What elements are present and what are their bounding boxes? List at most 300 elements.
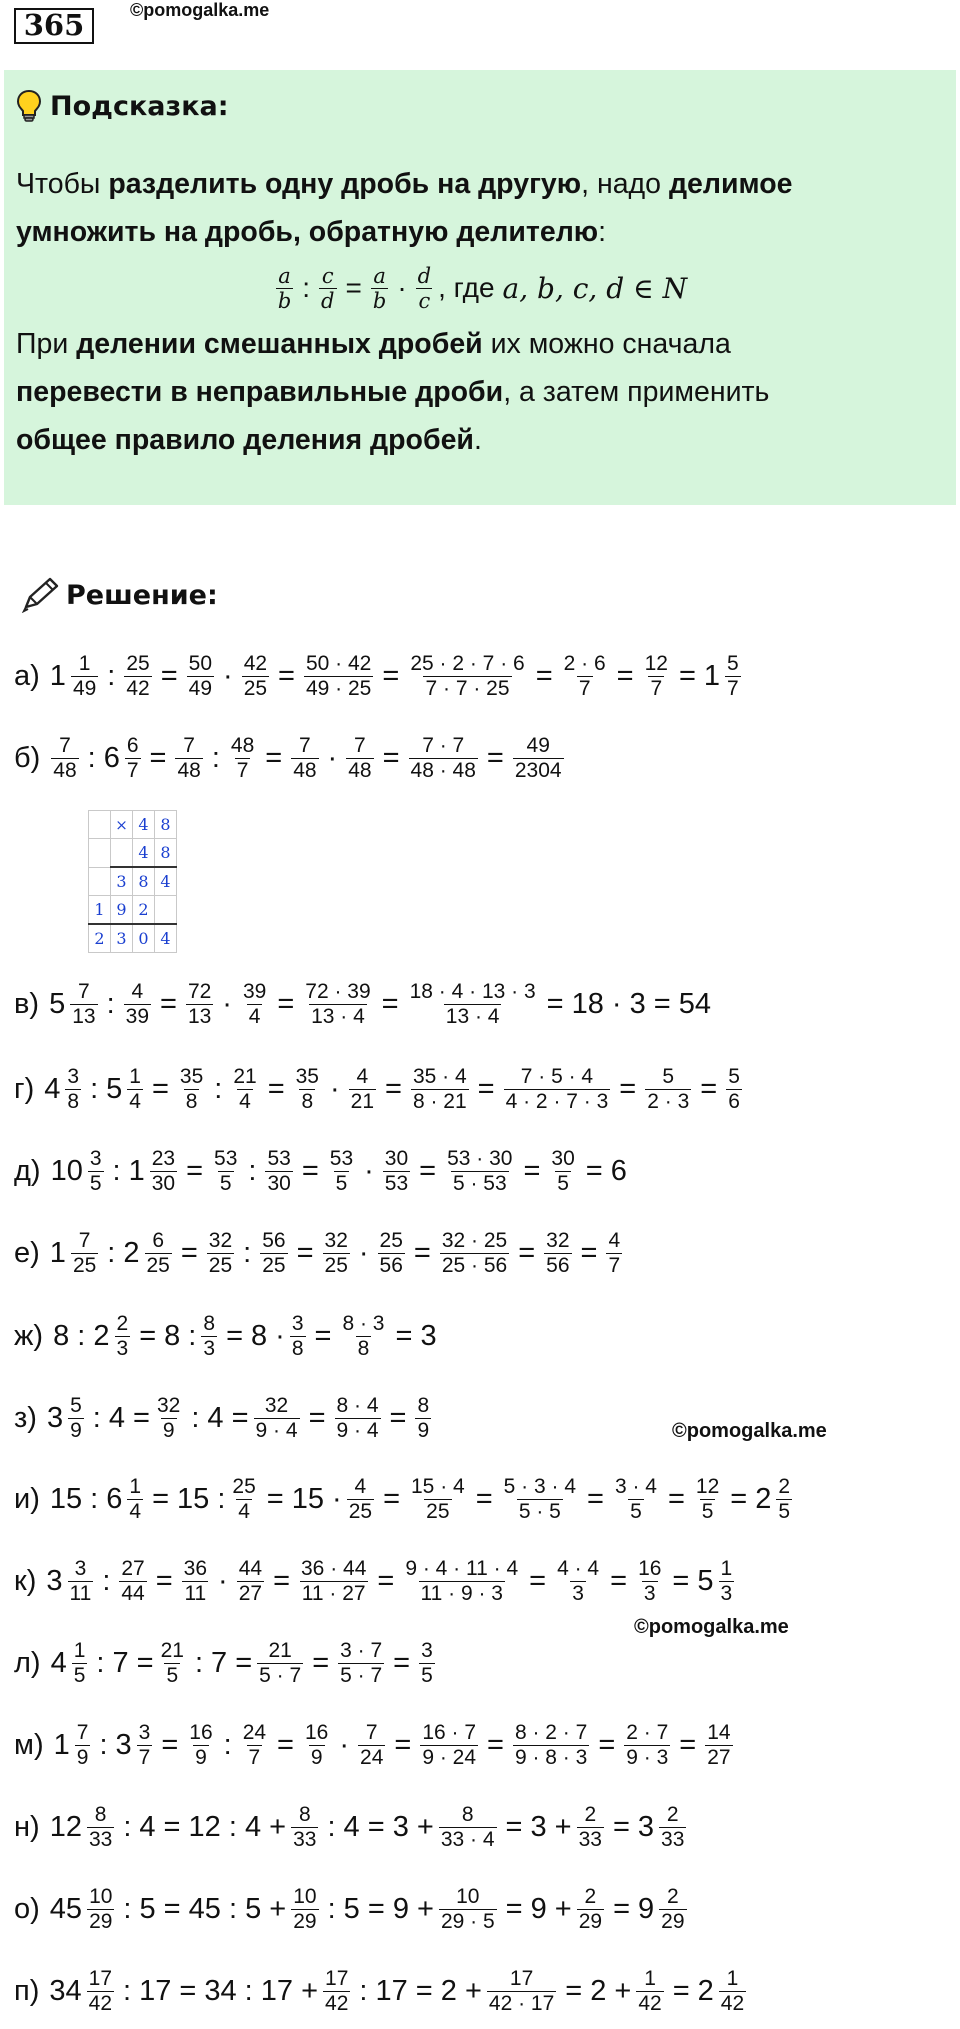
fraction: $\frac{72}{13}$ [187,979,212,1028]
operator: = [180,1236,198,1269]
watermark-2: ©pomogalka.me [634,1616,789,1638]
mult-cell: 3 [111,924,133,953]
fraction: $\frac{32}{9 \cdot 4}$ [255,1393,298,1442]
term: 4 = [108,1401,150,1434]
fraction: $\frac{35}{8}$ [179,1064,204,1113]
fraction: $\frac{16 \cdot 7}{9 \cdot 24}$ [422,1720,477,1769]
fraction: 1 3 [720,1556,733,1605]
operator: = [613,1892,631,1925]
operator: = [389,1401,407,1434]
task-number: 365 [14,8,94,44]
fraction: $\frac{16}{9}$ [189,1720,213,1769]
line-label: к) [14,1564,37,1597]
fraction: $\frac{32}{25}$ [324,1228,348,1277]
line-label: н) [14,1810,40,1843]
operator: = [700,1072,718,1105]
operator: = [296,1236,314,1269]
fraction: $\frac{36}{11}$ [183,1556,208,1605]
fraction: $\frac{72 \cdot 39}{13 \cdot 4}$ [305,979,371,1028]
fraction: $\frac{16}{3}$ [638,1556,662,1605]
term: 45 [49,1892,83,1925]
operator: = [612,1810,630,1843]
operator: = [486,741,504,774]
operator: = [487,1728,504,1761]
fraction: $\frac{50}{49}$ [188,651,213,700]
fraction: 8 33 [88,1802,113,1851]
operator: = [395,1319,413,1352]
operator: = [301,1154,319,1187]
fraction: $\frac{8 \cdot 2 \cdot 7}{9 \cdot 8 \cdot 3}$ [514,1720,588,1769]
operator: = [730,1482,748,1515]
operator: : [123,1892,132,1925]
term: 4 = 3 + [343,1810,434,1843]
operator: · [223,659,233,692]
term: 1 [53,1728,70,1761]
mult-cell: 4 [155,924,177,953]
operator: = [535,659,553,692]
fraction: $\frac{39}{4}$ [242,979,267,1028]
operator: = [160,987,177,1020]
fraction: $\frac{27}{44}$ [121,1556,145,1605]
fraction: 1 49 [72,651,97,700]
fraction: $\frac{16}{9}$ [304,1720,329,1769]
mult-cell [89,839,111,868]
term: 17 = 34 : 17 + [139,1974,319,2007]
fraction: $\frac{7 \cdot 7}{48 \cdot 48}$ [410,733,476,782]
operator: : [107,659,116,692]
operator: · [222,987,232,1020]
term: 4 [44,1072,61,1105]
operator: : [99,1728,108,1761]
line-label: и) [14,1482,40,1515]
solution-line [14,1881,690,1937]
fraction: $\frac{30}{5}$ [551,1146,575,1195]
operator: = [377,1564,395,1597]
operator: = [393,1646,411,1679]
mult-cell: × [111,811,133,839]
fraction: 7 13 [72,979,96,1028]
fraction: $\frac{32 \cdot 25}{25 \cdot 56}$ [441,1228,508,1277]
mult-cell: 4 [155,867,177,896]
solution-line [14,1143,629,1199]
operator: : [327,1810,336,1843]
fraction: $\frac{3}{5}$ [421,1638,433,1687]
operator: = [678,659,696,692]
fraction: $\frac{25}{56}$ [379,1228,403,1277]
fraction: $\frac{49}{2304}$ [514,733,562,782]
operator: = [265,741,283,774]
term: 18 · 3 = 54 [571,987,712,1020]
term: 1 [49,659,66,692]
lightbulb-icon [16,89,42,123]
solution-line [14,648,744,704]
mult-cell: 8 [155,839,177,868]
operator: = [186,1154,204,1187]
term: 2 + [590,1974,632,2007]
fraction: $\frac{35 \cdot 4}{8 \cdot 21}$ [412,1064,467,1113]
solution-line [14,1308,439,1364]
operator: : [214,1072,223,1105]
operator: · [218,1564,228,1597]
term: 3 [115,1728,132,1761]
mult-cell: 1 [89,896,111,925]
fraction: $\frac{7}{48}$ [348,733,372,782]
operator: = [619,1072,637,1105]
operator: : [243,1236,252,1269]
fraction: $\frac{18 \cdot 4 \cdot 13 \cdot 3}{13 \cdot 4}$ [409,979,536,1028]
operator: : [92,1401,101,1434]
operator: = [419,1154,437,1187]
operator: = [155,1564,173,1597]
fraction: $\frac{17}{42 \cdot 17}$ [488,1966,555,2015]
term: 7 = [211,1646,253,1679]
operator: = [277,987,295,1020]
fraction: $\frac{50 \cdot 42}{49 \cdot 25}$ [305,651,372,700]
operator: = [523,1154,541,1187]
operator: = [477,1072,495,1105]
fraction: $\frac{3}{7}$ [138,1720,151,1769]
line-label: о) [14,1892,40,1925]
operator: = [273,1564,290,1597]
mult-cell: 3 [111,867,133,896]
fraction: $\frac{24}{7}$ [242,1720,267,1769]
fraction: $\frac{15 \cdot 4}{25}$ [411,1474,465,1523]
operator: = [314,1319,332,1352]
operator: = [383,1482,400,1515]
operator: = [152,1482,170,1515]
term: 2 [697,1974,714,2007]
operator: = [580,1236,598,1269]
term: 3 [46,1401,64,1434]
operator: = [518,1236,536,1269]
operator: : [327,1892,336,1925]
term: 6 [103,741,120,774]
line-label: а) [14,659,40,692]
term: 1 [703,659,721,692]
fraction: $\frac{56}{25}$ [262,1228,286,1277]
operator: = [394,1728,412,1761]
fraction: $\frac{1}{4}$ [129,1064,141,1113]
term: 15 : [177,1482,226,1515]
fraction: $\frac{4}{7}$ [608,1228,621,1277]
operator: = [160,659,178,692]
fraction: $\frac{8 \cdot 3}{8}$ [342,1311,385,1360]
operator: = [475,1482,493,1515]
fraction: $\frac{1}{42}$ [638,1966,662,2015]
hint-title-text: Подсказка: [50,90,229,122]
term: 3 + [530,1810,572,1843]
operator: : [194,1646,204,1679]
term: 4 = 12 : 4 + [139,1810,287,1843]
operator: = [672,1564,690,1597]
multiplication-table [88,810,177,953]
operator: = [587,1482,604,1515]
mult-cell [111,839,133,868]
term: 3 [420,1319,437,1352]
fraction: 2 33 [661,1802,685,1851]
line-label: ж) [14,1319,44,1352]
fraction: 1 42 [720,1966,745,2015]
term: 7 = [112,1646,154,1679]
fraction: $\frac{10}{29 \cdot 5}$ [440,1884,495,1933]
hint-paragraph-5: общее правило деления дробей. [16,424,482,456]
fraction: $\frac{21}{5}$ [160,1638,184,1687]
fraction: $\frac{35}{8}$ [295,1064,319,1113]
fraction: $\frac{5}{2 \cdot 3}$ [647,1064,690,1113]
fraction: 5 7 [727,651,739,700]
fraction: $\frac{5 \cdot 3 \cdot 4}{5 \cdot 5}$ [503,1474,577,1523]
mult-cell: 9 [111,896,133,925]
term: 6 [610,1154,627,1187]
fraction: $\frac{23}{30}$ [151,1146,176,1195]
operator: = [226,1319,243,1352]
term: 1 [49,1236,66,1269]
fraction: $\frac{5}{6}$ [728,1064,740,1113]
term: 34 [49,1974,82,2007]
fraction: $\frac{2 \cdot 6}{7}$ [563,651,606,700]
operator: = [529,1564,547,1597]
fraction: 2 29 [661,1884,685,1933]
fraction: $\frac{25}{42}$ [126,651,150,700]
hint-formula: a b : $\frac{c}{d}$ = $\frac{a}{b}$ · d c , где a, b, c, d ∈ N [277,263,688,313]
operator: : [191,1401,200,1434]
fraction: $\frac{53}{30}$ [267,1146,291,1195]
operator: : [112,1154,121,1187]
line-label: б) [14,741,41,774]
operator: = [585,1154,603,1187]
fraction: $\frac{2 \cdot 7}{9 \cdot 3}$ [626,1720,669,1769]
fraction: $\frac{8}{33}$ [293,1802,317,1851]
operator: : [223,1728,232,1761]
solution-line [14,976,713,1032]
pencil-icon [20,577,60,613]
mult-row [89,867,177,896]
hint-paragraph-1: Чтобы разделить одну дробь на другую, надо делимое [16,168,793,200]
term: 8 : [164,1319,197,1352]
fraction: 3 11 [69,1556,92,1605]
mult-cell [155,896,177,925]
mult-cell [89,867,111,896]
fraction: $\frac{42}{25}$ [243,651,268,700]
term: 4 = [207,1401,249,1434]
operator: = [546,987,564,1020]
mult-cell: 0 [133,924,155,953]
solution-line [14,1471,795,1527]
term: 15 : 6 [49,1482,123,1515]
term: 15 · [291,1482,342,1515]
operator: : [359,1974,368,2007]
operator: · [364,1154,374,1187]
operator: : [90,1072,99,1105]
fraction: $\frac{12}{5}$ [695,1474,720,1523]
line-label: г) [14,1072,35,1105]
hint-title [16,80,944,132]
fraction: $\frac{17}{42}$ [325,1966,349,2015]
fraction: $\frac{14}{27}$ [707,1720,731,1769]
fraction: $\frac{53}{5}$ [329,1146,354,1195]
mult-row [89,839,177,868]
operator: = [277,1728,294,1761]
operator: : [87,741,96,774]
hint-paragraph-4: перевести в неправильные дроби, а затем применить [16,376,770,408]
operator: : [106,987,115,1020]
line-label: м) [14,1728,44,1761]
operator: : [107,1236,116,1269]
fraction: $\frac{4 \cdot 4}{3}$ [557,1556,600,1605]
fraction: $\frac{32}{9}$ [156,1393,181,1442]
copyright: ©pomogalka.me [130,0,270,20]
mult-cell: 2 [89,924,111,953]
operator: = [151,1072,169,1105]
term: 4 [50,1646,67,1679]
operator: · [358,1236,369,1269]
fraction: $\frac{1}{4}$ [129,1474,142,1523]
solution-line [14,730,567,786]
operator: = [679,1728,697,1761]
mult-cell: 4 [133,811,155,839]
mult-row [89,811,177,839]
fraction: $\frac{4}{21}$ [350,1064,375,1113]
operator: = [616,659,634,692]
fraction: $\frac{12}{7}$ [644,651,668,700]
fraction: 3 8 [67,1064,80,1113]
term: 2 [755,1482,772,1515]
fraction: $\frac{3 \cdot 4}{5}$ [614,1474,657,1523]
term: 1 [128,1154,145,1187]
fraction: 7 9 [76,1720,89,1769]
hint-box [4,70,956,505]
solution-line [14,1717,736,1773]
mult-cell [89,811,111,839]
term: 10 [50,1154,83,1187]
fraction: $\frac{3}{8}$ [291,1311,304,1360]
term: 9 [638,1892,655,1925]
operator: = [308,1401,326,1434]
fraction: $\frac{8}{33 \cdot 4}$ [440,1802,495,1851]
fraction: $\frac{53 \cdot 30}{5 \cdot 53}$ [447,1146,513,1195]
solution-line [14,1963,749,2019]
fraction: $\frac{9 \cdot 4 \cdot 11 \cdot 4}{11 \cdot 9 \cdot 3}$ [405,1556,519,1605]
term: 17 = 2 + [375,1974,482,2007]
fraction: 3 5 [89,1146,102,1195]
term: 5 = 45 : 5 + [139,1892,287,1925]
term: 3 [637,1810,655,1843]
mult-cell: 8 [155,811,177,839]
hint-paragraph-3: При делении смешанных дробей их можно сначала [16,328,731,360]
line-label: в) [14,987,40,1020]
operator: = [139,1319,157,1352]
operator: = [610,1564,628,1597]
operator: = [266,1482,284,1515]
fraction: 7 48 [53,733,77,782]
fraction: $\frac{32}{56}$ [546,1228,570,1277]
fraction: 5 9 [70,1393,82,1442]
fraction: 17 42 [88,1966,112,2015]
mult-cell: 2 [133,896,155,925]
operator: = [565,1974,583,2007]
term: 5 = 9 + [343,1892,434,1925]
fraction: $\frac{2}{33}$ [578,1802,602,1851]
fraction: $\frac{2}{29}$ [578,1884,603,1933]
fraction: $\frac{8}{3}$ [203,1311,216,1360]
fraction: $\frac{7}{24}$ [360,1720,384,1769]
operator: · [329,1072,340,1105]
mult-cell: 4 [133,839,155,868]
operator: = [149,741,167,774]
solution-title [20,577,218,613]
term: 5 [106,1072,123,1105]
solution-line [14,1390,434,1446]
fraction: $\frac{3 \cdot 7}{5 \cdot 7}$ [340,1638,383,1687]
term: 12 [49,1810,82,1843]
operator: = [505,1892,523,1925]
term: 3 [46,1564,63,1597]
hint-paragraph-2: умножить на дробь, обратную делителю: [16,216,607,248]
operator: = [278,659,295,692]
operator: = [267,1072,285,1105]
operator: = [672,1974,690,2007]
operator: = [667,1482,685,1515]
fraction: $\frac{2}{3}$ [116,1311,129,1360]
term: 5 [697,1564,714,1597]
operator: : [123,1974,132,2007]
line-label: п) [14,1974,40,2007]
fraction: $\frac{7 \cdot 5 \cdot 4}{4 \cdot 2 \cdot 7 \cdot 3}$ [505,1064,609,1113]
operator: : [102,1564,111,1597]
fraction: $\frac{25 \cdot 2 \cdot 7 \cdot 6}{7 \cdot 7 \cdot 25}$ [410,651,525,700]
fraction: $\frac{6}{7}$ [126,733,139,782]
fraction: $\frac{6}{25}$ [146,1228,170,1277]
mult-row [89,924,177,953]
solution-line [14,1553,737,1609]
fraction: $\frac{25}{4}$ [232,1474,256,1523]
operator: = [161,1728,179,1761]
term: 5 [49,987,66,1020]
fraction: 7 25 [72,1228,97,1277]
solution-line [14,1225,625,1281]
line-label: д) [14,1154,41,1187]
term: 8 : 2 [53,1319,110,1352]
fraction: 1 5 [73,1638,86,1687]
solution-line [14,1635,438,1691]
operator: : [123,1810,132,1843]
fraction: $\frac{10}{29}$ [293,1884,317,1933]
operator: = [413,1236,431,1269]
fraction: $\frac{30}{53}$ [384,1146,409,1195]
operator: = [598,1728,616,1761]
operator: = [382,659,400,692]
operator: : [248,1154,257,1187]
fraction: $\frac{21}{5 \cdot 7}$ [259,1638,302,1687]
mult-row [89,896,177,925]
term: 9 + [530,1892,572,1925]
watermark-1: ©pomogalka.me [672,1420,827,1442]
solution-title-text: Решение: [66,579,218,611]
fraction: $\frac{48}{7}$ [230,733,255,782]
fraction: $\frac{8 \cdot 4}{9 \cdot 4}$ [336,1393,379,1442]
operator: : [96,1646,105,1679]
solution-line [14,1799,689,1855]
line-label: л) [14,1646,41,1679]
fraction: $\frac{7}{48}$ [293,733,317,782]
term: 8 · [251,1319,285,1352]
operator: = [382,741,400,774]
fraction: 10 29 [89,1884,113,1933]
line-label: з) [14,1401,37,1434]
fraction: 2 5 [778,1474,791,1523]
operator: : [211,741,220,774]
operator: = [385,1072,402,1105]
